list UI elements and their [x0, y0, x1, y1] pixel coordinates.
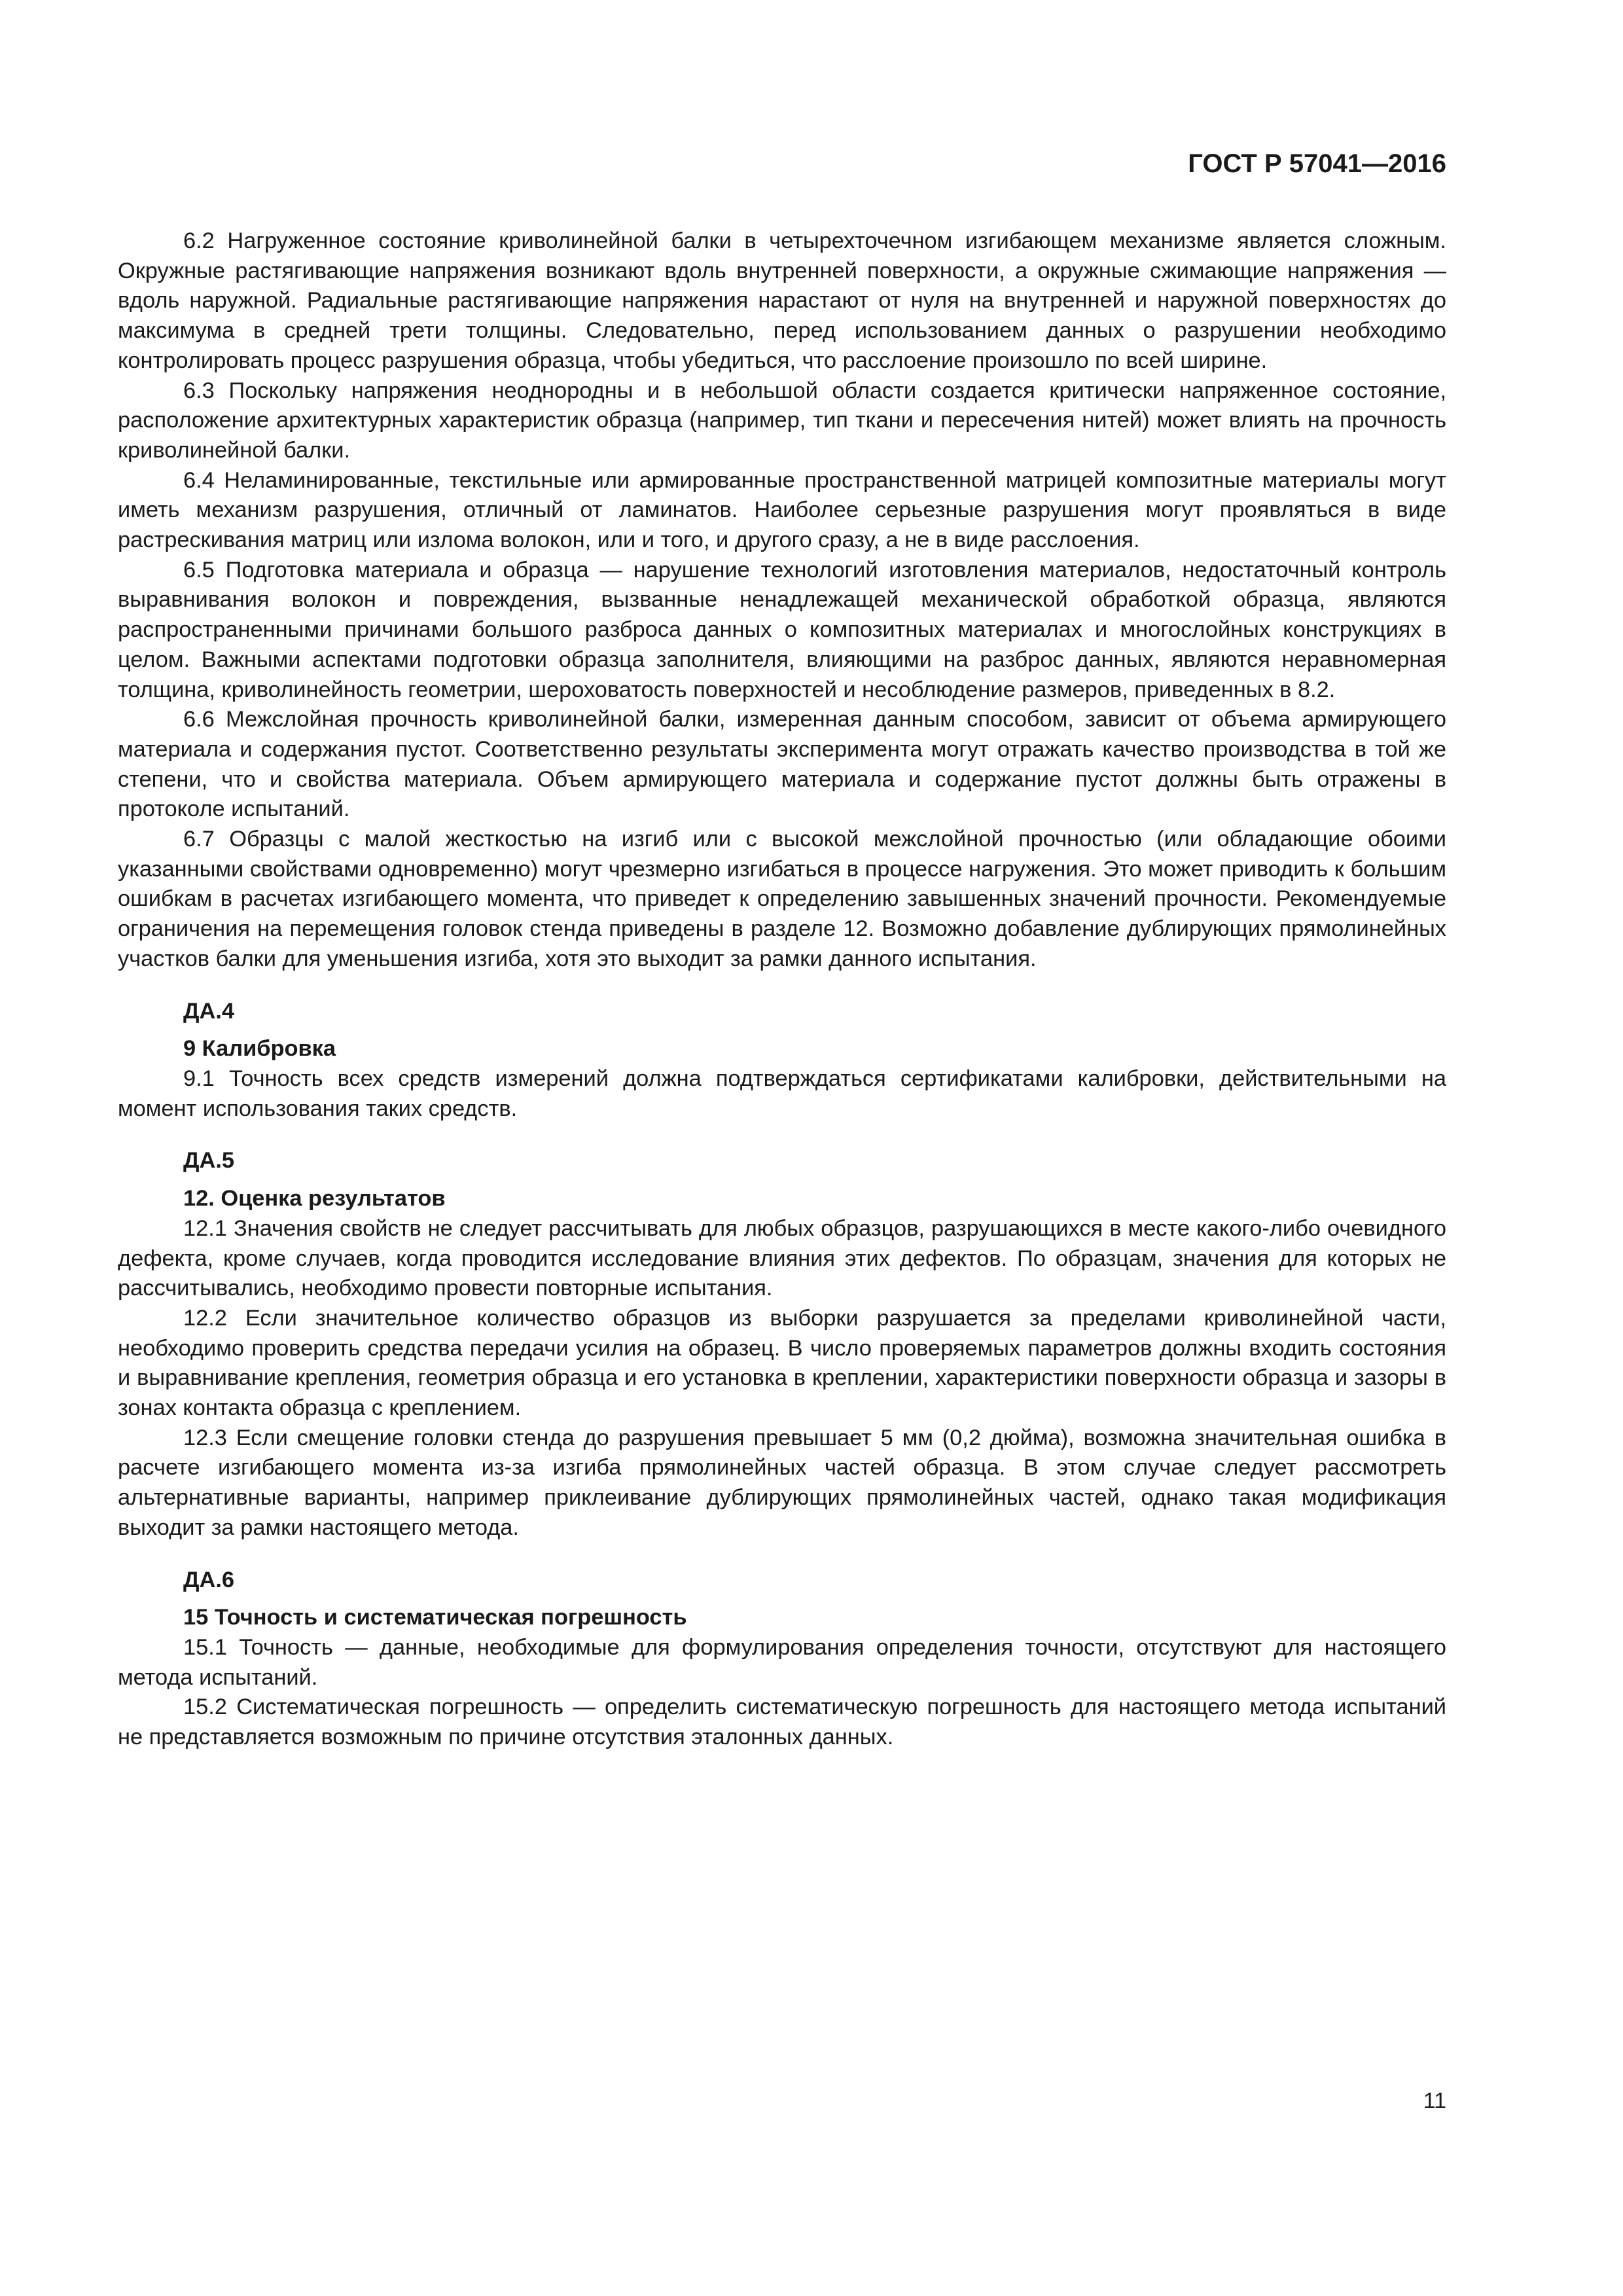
section-da4 [118, 997, 1446, 1124]
document-code: ГОСТ Р 57041—2016 [1188, 149, 1446, 178]
section-marker: ДА.6 [183, 1567, 235, 1592]
paragraph-6-6: 6.6 Межслойная прочность криволинейной балки, измеренная данным способом, зависит от объема армирующего материала и содержания пустот. Соответственно результаты эксперимента могут отражать качество производства в той же степени, что и свойства материала. Объем армирующего материала и содержание пустот должны быть отражены в протоколе испытаний. [118, 707, 1446, 822]
section-title: 15 Точность и систематическая погрешность [183, 1605, 687, 1630]
section-title: 12. Оценка результатов [183, 1186, 446, 1211]
page-number: 11 [1423, 2089, 1446, 2113]
paragraph-6-2: 6.2 Нагруженное состояние криволинейной балки в четырехточечном изгибающем механизме является сложным. Окружные растягивающие напряжения возникают вдоль внутренней поверхности, а окружные сжимающие напряжения — вдоль наружной. Радиальные растягивающие напряжения нарастают от нуля на внутренней и наружной поверхностях до максимума в средней трети толщины. Следовательно, перед использованием данных о разрушении необходимо контролировать процесс разрушения образца, чтобы убедиться, что расслоение произошло по всей ширине. [118, 228, 1446, 373]
paragraph-12-2: 12.2 Если значительное количество образцов из выборки разрушается за пределами криволинейной части, необходимо проверить средства передачи усилия на образец. В число проверяемых параметров должны входить состояния и выравнивание крепления, геометрия образца и его установка в креплении, характеристики поверхности образца и зазоры в зонах контакта образца с креплением. [118, 1305, 1446, 1421]
paragraph-6-4: 6.4 Неламинированные, текстильные или армированные пространственной матрицей композитные материалы могут иметь механизм разрушения, отличный от ламинатов. Наиболее серьезные разрушения могут проявляться в виде растрескивания матриц или излома волокон, или и того, и другого сразу, а не в виде расслоения. [118, 467, 1446, 553]
paragraph-15-2: 15.2 Систематическая погрешность — определить систематическую погрешность для настоящего метода испытаний не представляется возможным по причине отсутствия эталонных данных. [118, 1695, 1446, 1750]
document-body [118, 226, 1446, 1753]
section-da5 [118, 1146, 1446, 1543]
section-marker: ДА.5 [183, 1148, 235, 1174]
section-marker: ДА.4 [183, 998, 235, 1024]
paragraph-6-5: 6.5 Подготовка материала и образца — нарушение технологий изготовления материалов, недостаточный контроль выравнивания волокон и повреждения, вызванные ненадлежащей механической обработкой образца, являются распространенными причинами большого разброса данных о композитных материалах и многослойных конструкциях в целом. Важными аспектами подготовки образца заполнителя, влияющими на разброс данных, являются неравномерная толщина, криволинейность геометрии, шероховатость поверхностей и несоблюдение размеров, приведенных в 8.2. [118, 557, 1446, 702]
paragraph-6-7: 6.7 Образцы с малой жесткостью на изгиб или с высокой межслойной прочностью (или обладающие обоими указанными свойствами одновременно) могут чрезмерно изгибаться в процессе нагружения. Это может приводить к большим ошибкам в расчетах изгибающего момента, что приведет к определению завышенных значений прочности. Рекомендуемые ограничения на перемещения головок стенда приведены в разделе 12. Возможно добавление дублирующих прямолинейных участков балки для уменьшения изгиба, хотя это выходит за рамки данного испытания. [118, 827, 1446, 971]
section-title: 9 Калибровка [183, 1036, 336, 1062]
paragraph-6-3: 6.3 Поскольку напряжения неоднородны и в небольшой области создается критически напряженное состояние, расположение архитектурных характеристик образца (например, тип ткани и пересечения нитей) может влиять на прочность криволинейной балки. [118, 378, 1446, 463]
paragraph-15-1: 15.1 Точность — данные, необходимые для формулирования определения точности, отсутствуют для настоящего метода испытаний. [118, 1634, 1446, 1690]
section-da6 [118, 1566, 1446, 1753]
paragraph-12-1: 12.1 Значения свойств не следует рассчитывать для любых образцов, разрушающихся в месте какого-либо очевидного дефекта, кроме случаев, когда проводится исследование влияния этих дефектов. По образцам, значения для которых не рассчитывались, необходимо провести повторные испытания. [118, 1215, 1446, 1301]
paragraph-12-3: 12.3 Если смещение головки стенда до разрушения превышает 5 мм (0,2 дюйма), возможна значительная ошибка в расчете изгибающего момента из-за изгиба прямолинейных частей образца. В этом случае следует рассмотреть альтернативные варианты, например приклеивание дублирующих прямолинейных частей, однако такая модификация выходит за рамки настоящего метода. [118, 1425, 1446, 1540]
paragraph-9-1: 9.1 Точность всех средств измерений должна подтверждаться сертификатами калибровки, действительными на момент использования таких средств. [118, 1066, 1446, 1121]
